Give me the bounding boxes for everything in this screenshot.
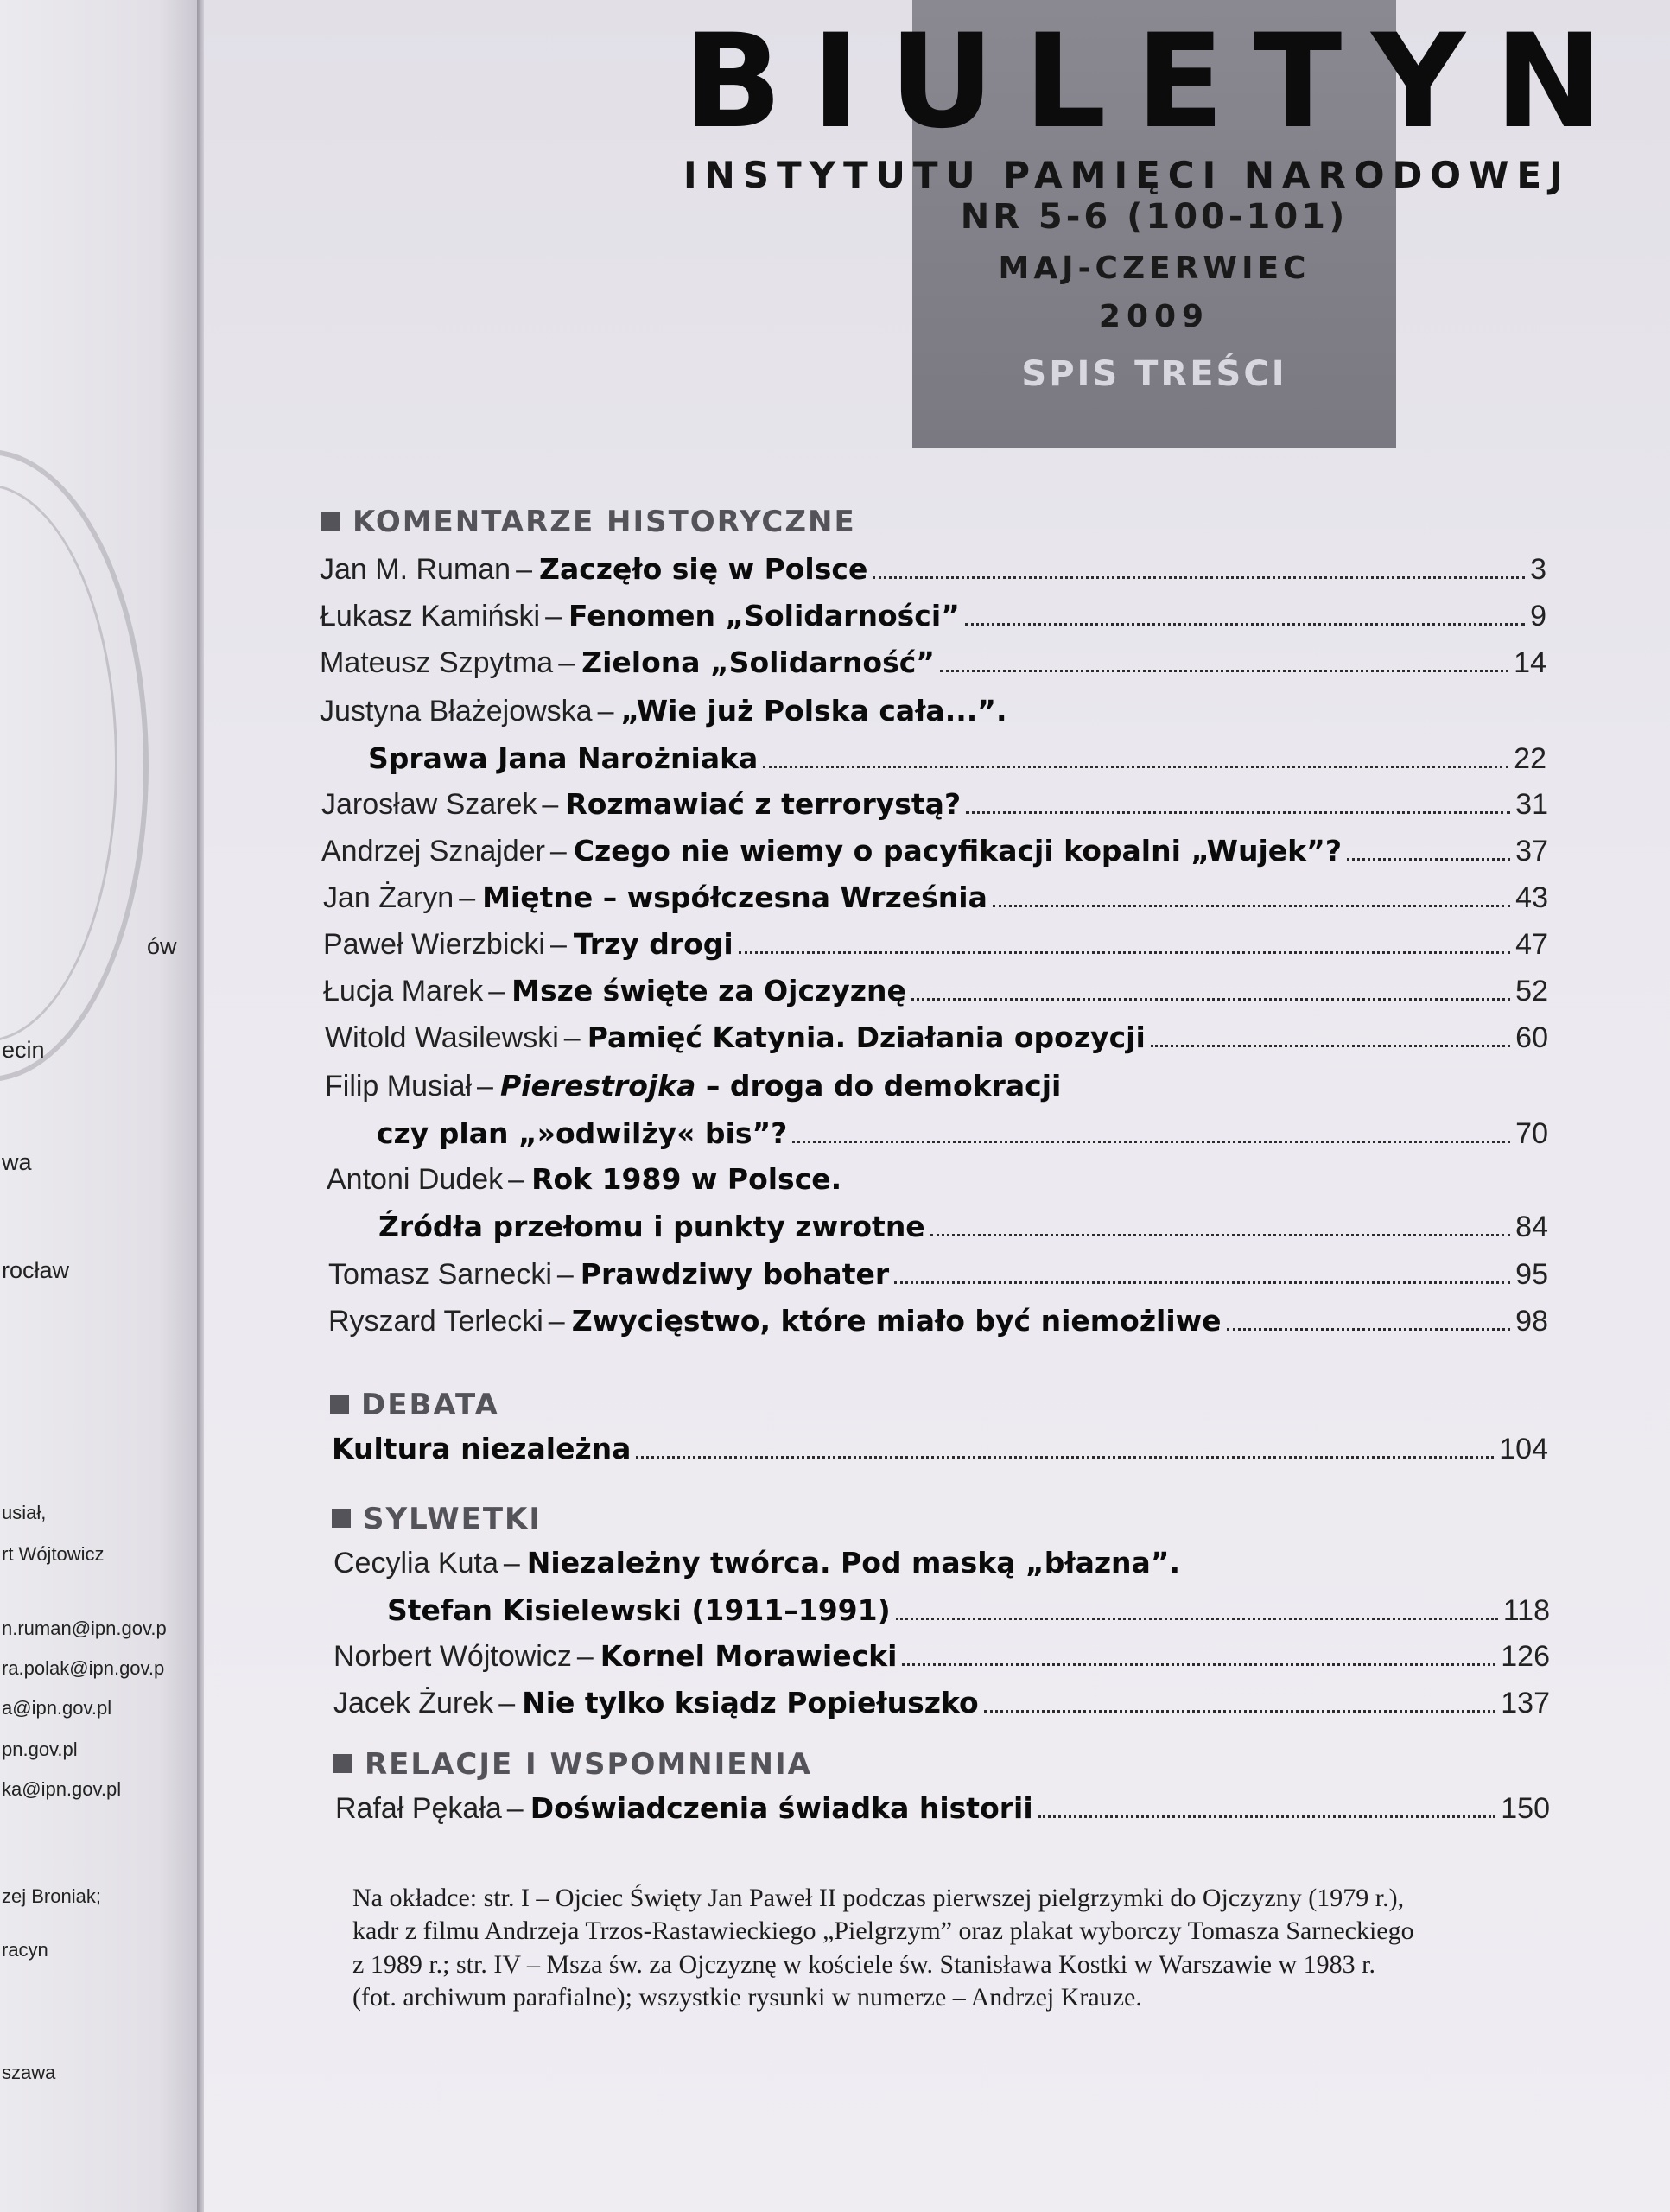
toc-entry: Jacek Żurek – Nie tylko ksiądz Popiełuszko 137 — [333, 1686, 1550, 1719]
toc-entry: Jarosław Szarek – Rozmawiać z terrorystą? 31 — [321, 787, 1548, 821]
magazine-subtitle: INSTYTUTU PAMIĘCI NARODOWEJ — [683, 154, 1571, 196]
toc-entry: Ryszard Terlecki – Zwycięstwo, które miało być niemożliwe 98 — [328, 1304, 1548, 1338]
left-facing-page — [0, 0, 199, 2212]
bullet-square-icon — [321, 512, 340, 531]
toc-entry: Antoni Dudek – Rok 1989 w Polsce. — [327, 1162, 842, 1196]
issue-months: MAJ-CZERWIEC — [998, 251, 1311, 286]
toc-entry: Filip Musiał – Pierestrojka – droga do demokracji — [325, 1069, 1062, 1103]
toc-entry: Tomasz Sarnecki – Prawdziwy bohater 95 — [328, 1257, 1548, 1291]
left-fragment: pn.gov.pl — [2, 1738, 78, 1760]
cover-note-line: (fot. archiwum parafialne); wszystkie rysunki w numerze – Andrzej Krauze. — [352, 1983, 1142, 2012]
left-fragment: rocław — [2, 1257, 70, 1283]
left-fragment: n.ruman@ipn.gov.p — [2, 1618, 167, 1639]
toc-page — [204, 0, 1670, 2212]
left-fragment: ka@ipn.gov.pl — [2, 1778, 122, 1800]
left-fragment: usiał, — [2, 1502, 47, 1523]
cover-note — [352, 1882, 1622, 2015]
left-fragment: wa — [2, 1149, 32, 1175]
toc-entry: Jan M. Ruman – Zaczęło się w Polsce 3 — [320, 552, 1546, 586]
left-fragment: zej Broniak; — [2, 1885, 101, 1907]
toc-entry: Kultura niezależna 104 — [332, 1432, 1548, 1465]
left-fragment: a@ipn.gov.pl — [2, 1697, 112, 1719]
book-spine — [197, 0, 204, 2212]
toc-entry: Norbert Wójtowicz – Kornel Morawiecki 126 — [333, 1639, 1550, 1673]
left-fragment: ra.polak@ipn.gov.p — [2, 1657, 165, 1679]
toc-entry: Paweł Wierzbicki – Trzy drogi 47 — [323, 927, 1548, 961]
left-fragment: rt Wójtowicz — [2, 1543, 105, 1565]
section-heading: RELACJE I WSPOMNIENIA — [333, 1747, 812, 1782]
section-heading: KOMENTARZE HISTORYCZNE — [321, 505, 856, 539]
cover-note-line: Na okładce: str. I – Ojciec Święty Jan Paweł II podczas pierwszej pielgrzymki do Ojczyzny (1979 r.), — [352, 1884, 1405, 1912]
toc-entry-continuation: czy plan „»odwilży« bis”? 70 — [377, 1116, 1548, 1150]
toc-entry: Cecylia Kuta – Niezależny twórca. Pod maską „błazna”. — [333, 1546, 1181, 1580]
toc-entry-continuation: Sprawa Jana Narożniaka 22 — [368, 741, 1546, 775]
toc-label: SPIS TREŚCI — [1021, 354, 1287, 394]
issue-number: NR 5-6 (100-101) — [960, 197, 1349, 237]
toc-entry: Mateusz Szpytma – Zielona „Solidarność” 14 — [320, 645, 1546, 679]
bullet-square-icon — [333, 1754, 352, 1773]
toc-entry: Łucja Marek – Msze święte za Ojczyznę 52 — [323, 974, 1548, 1007]
issue-year: 2009 — [1098, 299, 1210, 334]
cover-note-line: z 1989 r.; str. IV – Msza św. za Ojczyznę w kościele św. Stanisława Kostki w Warszawie w 1983 r. — [352, 1949, 1376, 1979]
left-fragment: ów — [147, 933, 177, 959]
italic-title-part: Pierestrojka — [499, 1069, 696, 1103]
left-fragment: szawa — [2, 2062, 56, 2083]
section-heading: DEBATA — [330, 1388, 499, 1422]
left-fragment: racyn — [2, 1939, 48, 1961]
table-of-contents — [204, 0, 1670, 2212]
toc-entry-continuation: Źródła przełomu i punkty zwrotne 84 — [378, 1210, 1548, 1243]
toc-entry: Jan Żaryn – Miętne – współczesna Września 43 — [323, 880, 1548, 914]
magazine-title: BIULETYN — [683, 7, 1633, 157]
toc-entry-continuation: Stefan Kisielewski (1911–1991) 118 — [387, 1593, 1550, 1627]
toc-entry: Andrzej Sznajder – Czego nie wiemy o pacyfikacji kopalni „Wujek”? 37 — [321, 834, 1548, 868]
toc-entry: Łukasz Kamiński – Fenomen „Solidarności” 9 — [320, 599, 1546, 632]
cover-note-line: kadr z filmu Andrzeja Trzos-Rastawieckiego „Pielgrzym” oraz plakat wyborczy Tomasza Sarneckiego — [352, 1916, 1414, 1946]
left-fragment: ecin — [2, 1037, 45, 1063]
toc-entry: Rafał Pękała – Doświadczenia świadka historii 150 — [335, 1791, 1550, 1825]
toc-entry: Witold Wasilewski – Pamięć Katynia. Działania opozycji 60 — [325, 1020, 1548, 1054]
bullet-square-icon — [330, 1395, 349, 1414]
section-heading: SYLWETKI — [332, 1502, 542, 1536]
bullet-square-icon — [332, 1509, 351, 1528]
toc-entry: Justyna Błażejowska – „Wie już Polska cała...”. — [320, 694, 1007, 728]
